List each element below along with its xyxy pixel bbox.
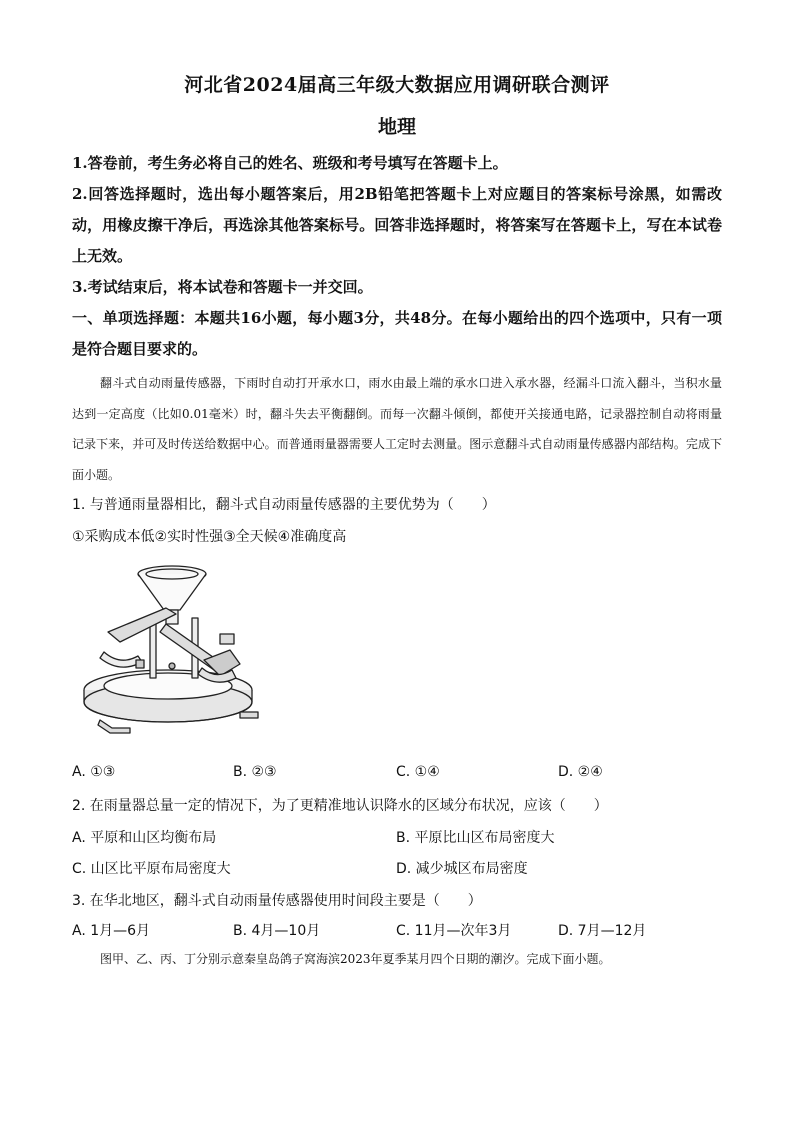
question-1-stem: 1. 与普通雨量器相比，翻斗式自动雨量传感器的主要优势为（ ） <box>72 497 496 513</box>
question-3-option-a: A. 1月—6月 <box>72 923 151 939</box>
question-1-option-d: D. ②④ <box>558 764 603 780</box>
question-2-option-b: B. 平原比山区布局密度大 <box>396 830 555 846</box>
section-heading: 一、单项选择题：本题共16小题，每小题3分，共48分。在每小题给出的四个选项中，只有一项是符合题目要求的。 <box>72 309 722 358</box>
passage-rain-gauge: 翻斗式自动雨量传感器，下雨时自动打开承水口，雨水由最上端的承水口进入承水器，经漏斗口流入翻斗，当积水量达到一定高度（比如0.01毫米）时，翻斗失去平衡翻倒。而每一次翻斗倾倒，都使开关接通电路，记录器控制自动将雨量记录下来，并可及时传送给数据中心。而普通雨量器需要人工定时去测量。图示意翻斗式自动雨量传感器内部结构。完成下面小题。 <box>72 376 722 482</box>
tipping-bucket-rain-gauge-figure <box>80 562 270 742</box>
question-1-items: ①采购成本低②实时性强③全天候④准确度高 <box>72 529 347 545</box>
question-2-option-c: C. 山区比平原布局密度大 <box>72 861 231 877</box>
question-2-option-a: A. 平原和山区均衡布局 <box>72 830 217 846</box>
question-1-option-c: C. ①④ <box>396 764 440 780</box>
exam-title: 河北省2024届高三年级大数据应用调研联合测评 <box>184 74 610 96</box>
exam-subject: 地理 <box>377 116 416 138</box>
question-3-option-b: B. 4月—10月 <box>233 923 321 939</box>
instruction-3: 3.考试结束后，将本试卷和答题卡一并交回。 <box>72 278 373 296</box>
question-3-stem: 3. 在华北地区，翻斗式自动雨量传感器使用时间段主要是（ ） <box>72 893 482 909</box>
question-2-stem: 2. 在雨量器总量一定的情况下，为了更精准地认识降水的区域分布状况，应该（ ） <box>72 798 608 814</box>
exam-instructions <box>72 148 722 365</box>
question-3-option-c: C. 11月—次年3月 <box>396 923 512 939</box>
passage-tide: 图甲、乙、丙、丁分别示意秦皇岛鸽子窝海滨2023年夏季某月四个日期的潮汐。完成下面小题。 <box>100 952 611 966</box>
question-1-option-a: A. ①③ <box>72 764 116 780</box>
question-1-option-b: B. ②③ <box>233 764 277 780</box>
question-3-option-d: D. 7月—12月 <box>558 923 647 939</box>
question-2-option-d: D. 减少城区布局密度 <box>396 861 528 877</box>
instruction-2: 2.回答选择题时，选出每小题答案后，用2B铅笔把答题卡上对应题目的答案标号涂黑，如需改动，用橡皮擦干净后，再选涂其他答案标号。回答非选择题时，将答案写在答题卡上，写在本试卷上无效。 <box>72 185 722 265</box>
instruction-1: 1.答卷前，考生务必将自己的姓名、班级和考号填写在答题卡上。 <box>72 154 508 172</box>
